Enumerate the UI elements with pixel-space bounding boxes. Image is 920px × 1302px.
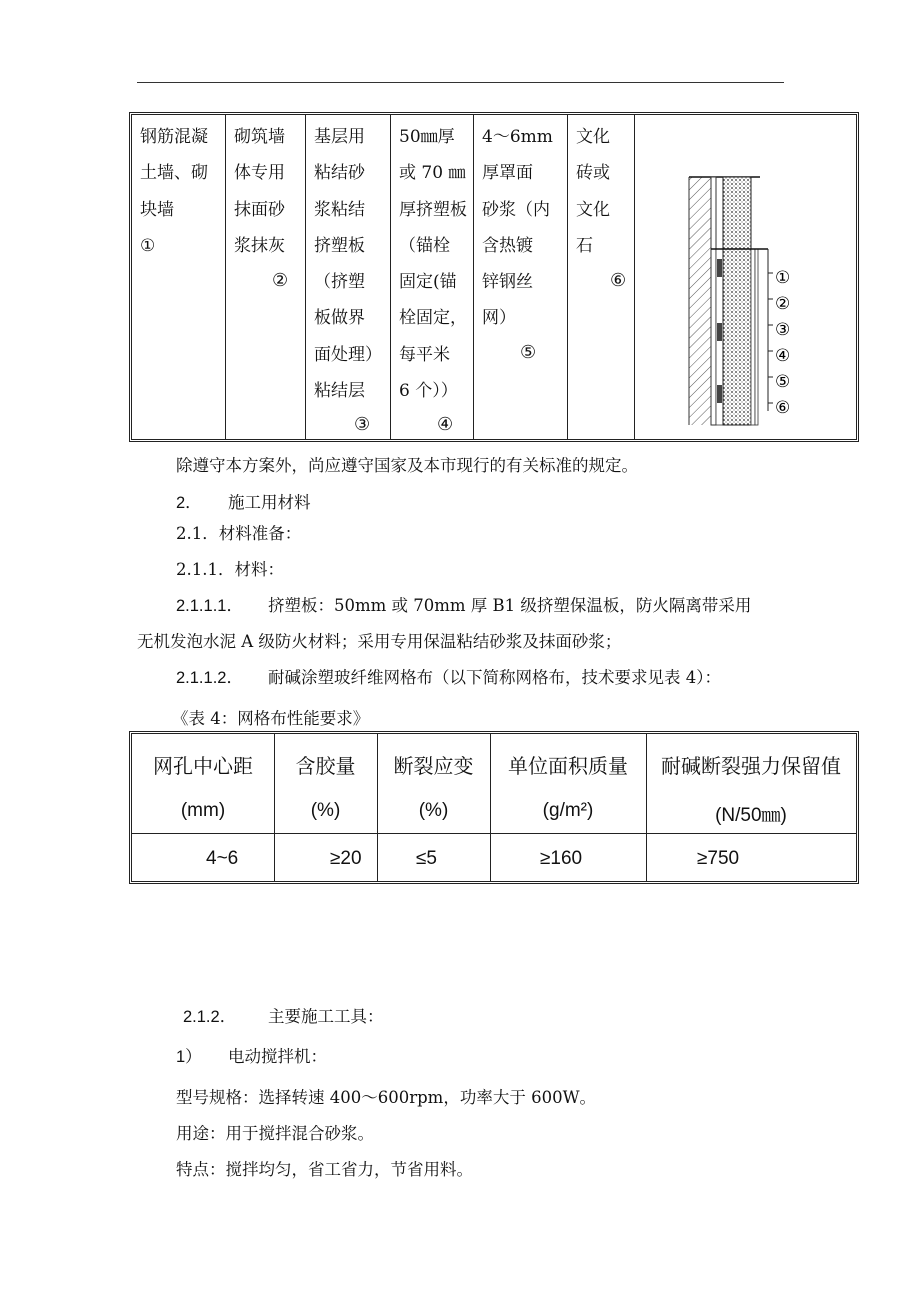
section-2-number: 2． bbox=[176, 494, 202, 512]
layer-number: ③ bbox=[354, 414, 371, 435]
diagram-label-2: ② bbox=[775, 294, 791, 314]
header-unit-mass: 单位面积质量 bbox=[508, 754, 628, 778]
section-2-1-heading: 2.1．材料准备： bbox=[176, 524, 302, 543]
table-4-caption: 《表 4：网格布性能要求》 bbox=[172, 709, 370, 728]
unit-alkali-retention: (N/50㎜) bbox=[715, 805, 787, 826]
header-mesh-spacing: 网孔中心距 bbox=[153, 754, 253, 778]
section-2-1-1-1-text: 挤塑板：50mm 或 70mm 厚 B1 级挤塑保温板，防火隔离带采用 bbox=[268, 596, 752, 615]
mesh-performance-table bbox=[129, 731, 859, 884]
item-1-title: 电动搅拌机： bbox=[228, 1047, 327, 1066]
section-2-1-2-number: 2.1.2． bbox=[183, 1008, 237, 1026]
header-resin-content: 含胶量 bbox=[295, 754, 356, 778]
diagram-label-6: ⑥ bbox=[775, 398, 791, 418]
diagram-label-4: ④ bbox=[775, 346, 791, 366]
mixer-spec: 型号规格：选择转速 400～600rpm，功率大于 600W。 bbox=[176, 1088, 597, 1107]
unit-mesh-spacing: (mm) bbox=[180, 800, 226, 821]
header-rule bbox=[137, 82, 784, 83]
section-2-1-1-1-number: 2.1.1.1． bbox=[176, 597, 243, 615]
layer-text: 文化 砖或 文化 石 bbox=[576, 127, 610, 256]
wall-section-drawing bbox=[635, 115, 857, 439]
section-2-1-2-title: 主要施工工具： bbox=[268, 1007, 384, 1026]
layer-composition-table bbox=[129, 112, 859, 442]
layer-cell-facing bbox=[568, 115, 635, 439]
layer-text: 钢筋混凝 土墙、砌 块墙 ① bbox=[140, 127, 208, 256]
value-alkali-retention: ≥750 bbox=[697, 848, 740, 869]
layer-number: ⑥ bbox=[610, 270, 627, 291]
section-2-1-1-1-continuation: 无机发泡水泥 A 级防火材料；采用专用保温粘结砂浆及抹面砂浆； bbox=[137, 632, 622, 651]
section-2-1-1-2-number: 2.1.1.2． bbox=[176, 669, 243, 687]
layer-cell-adhesive bbox=[306, 115, 391, 439]
layer-cell-xps-board bbox=[391, 115, 474, 439]
item-1-number: 1） bbox=[176, 1048, 202, 1066]
unit-resin-content: (%) bbox=[310, 800, 341, 821]
value-breaking-strain: ≤5 bbox=[416, 848, 437, 869]
layer-cell-plaster bbox=[226, 115, 306, 439]
unit-unit-mass: (g/m²) bbox=[542, 800, 594, 821]
unit-breaking-strain: (%) bbox=[418, 800, 449, 821]
header-breaking-strain: 断裂应变 bbox=[393, 754, 474, 778]
layer-cell-wall bbox=[132, 115, 226, 439]
layer-text: 砌筑墙 体专用 抹面砂 浆抹灰 bbox=[234, 127, 285, 256]
wall-section-diagram bbox=[635, 115, 857, 439]
mixer-feature: 特点：搅拌均匀，省工省力，节省用料。 bbox=[176, 1160, 473, 1179]
diagram-label-1: ① bbox=[775, 268, 791, 288]
diagram-label-3: ③ bbox=[775, 320, 791, 340]
paragraph-standards: 除遵守本方案外，尚应遵守国家及本市现行的有关标准的规定。 bbox=[176, 456, 638, 475]
value-mesh-spacing: 4~6 bbox=[206, 848, 239, 869]
layer-number: ⑤ bbox=[520, 342, 537, 363]
layer-text: 50㎜厚 或 70 ㎜ 厚挤塑板 （锚栓 固定(锚 栓固定， 每平米 6 个）） bbox=[399, 127, 467, 402]
value-unit-mass: ≥160 bbox=[540, 848, 583, 869]
mixer-use: 用途：用于搅拌混合砂浆。 bbox=[176, 1124, 374, 1143]
section-2-title: 施工用材料 bbox=[228, 493, 311, 512]
layer-text: 4～6mm 厚罩面 砂浆（内 含热镀 锌钢丝 网） bbox=[482, 127, 553, 329]
section-2-1-1-2-text: 耐碱涂塑玻纤维网格布（以下简称网格布，技术要求见表 4）： bbox=[268, 668, 721, 687]
header-alkali-retention: 耐碱断裂强力保留值 bbox=[661, 754, 841, 778]
layer-cell-finish-mortar bbox=[474, 115, 568, 439]
value-resin-content: ≥20 bbox=[330, 848, 362, 869]
section-2-1-1-heading: 2.1.1．材料： bbox=[176, 560, 284, 579]
layer-text: 基层用 粘结砂 浆粘结 挤塑板 （挤塑 板做界 面处理） 粘结层 bbox=[314, 127, 382, 402]
layer-number: ④ bbox=[437, 414, 454, 435]
diagram-label-5: ⑤ bbox=[775, 372, 791, 392]
layer-number: ② bbox=[272, 270, 289, 291]
